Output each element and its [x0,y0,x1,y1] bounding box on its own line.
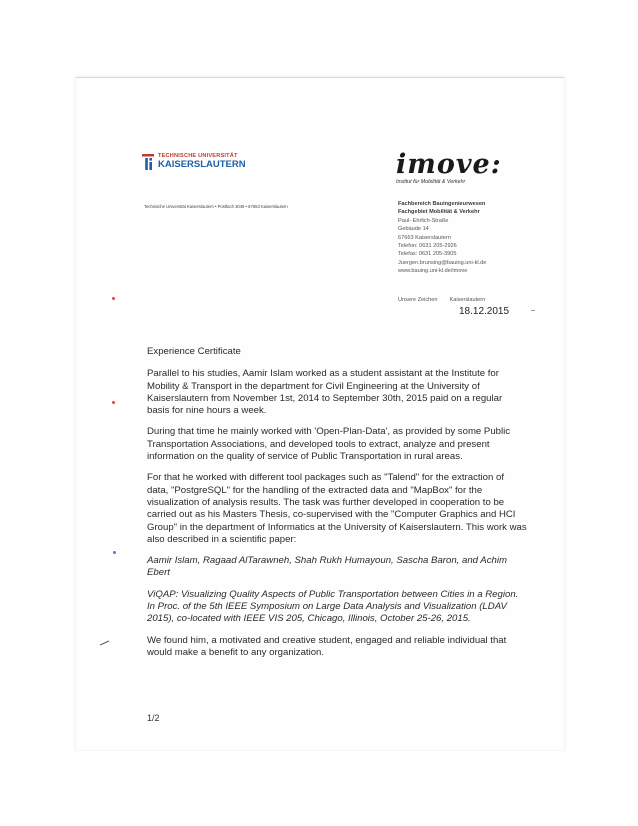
paragraph-1: Parallel to his studies, Aamir Islam worked as a student assistant at the Institute for Mobility & Transport in the department for Civil Engineering at the University of Kaiserslautern from November 1st, 2014 to September 30th, 2015 paid on a regular basis for nine hours a week. [147,368,503,417]
city: 67663 Kaiserslautern [398,234,451,241]
fax: Telefax: 0631 205-3905 [398,251,457,258]
tu-logo-icon [142,154,154,170]
website: www.bauing.uni-kl.de/imove [398,268,468,275]
university-name-line1: TECHNISCHE UNIVERSITÄT [158,153,238,159]
pen-mark [100,640,110,646]
punch-mark [112,297,115,300]
closing-paragraph: We found him, a motivated and creative student, engaged and reliable individual that would make a benefit to any organization. [147,634,507,658]
building: Gebäude 14 [398,226,429,233]
punch-mark [113,551,116,554]
page-number: 1/2 [147,713,160,723]
reference-place: Kaiserslautern [449,297,486,303]
paper-authors: Aamir Islam, Ragaad AlTarawneh, Shah Rukh Humayoun, Sascha Baron, and Achim Ebert [147,555,507,579]
contact-block [398,200,486,276]
email: Juergen.brunsing@bauing.uni-kl.de [398,259,487,266]
reference-label: Unsere Zeichen [398,297,438,303]
phone: Telefon: 0631 205-2926 [398,243,457,250]
return-address: Technische Universität Kaiserslautern • Postfach 3049 • 67653 Kaiserslautern [144,204,288,209]
reference-line [398,297,485,303]
paragraph-3: For that he worked with different tool packages such as "Talend" for the extraction of data, "PostgreSQL" for the handling of the extracted data and "MapBox" for the visualization of analysis results. The task was further developed in cooperation to be carried out as his Masters Thesis, co-supervised with the "Computer Graphics and HCI Group" in the department of Informatics at the University of Kaiserslautern. This work was also described in a scientific paper: [147,472,527,545]
institute-logo-wordmark: imove: [396,149,502,180]
street-address: Paul- Ehrlich-Straße [398,217,449,224]
punch-mark [112,401,115,404]
letter-date: 18.12.2015 [459,306,510,317]
letter-body [147,346,527,668]
institute-tagline: Institut für Mobilität & Verkehr [396,179,466,185]
university-name-line2: KAISERSLAUTERN [158,159,246,170]
paper-citation: ViQAP: Visualizing Quality Aspects of Public Transportation between Cities in a Region. In Proc. of the 5th IEEE Symposium on Large Data Analysis and Visualization (LDAV 2015), co-located with IEEE VIS 205, Chicago, Illinois, October 25-26, 2015. [147,588,519,625]
paragraph-2: During that time he mainly worked with 'Open-Plan-Data', as provided by some Public Transportation Associations, and developed tools to extract, analyze and present information on the quality of service of Public Transportation in rural areas. [147,426,511,463]
section-name: Fachgebiet Mobilität & Verkehr [398,209,480,216]
department-name: Fachbereich Bauingenieurwesen [398,201,486,207]
margin-mark [531,310,535,311]
institute-logo [396,149,502,185]
letter-heading: Experience Certificate [147,346,241,357]
